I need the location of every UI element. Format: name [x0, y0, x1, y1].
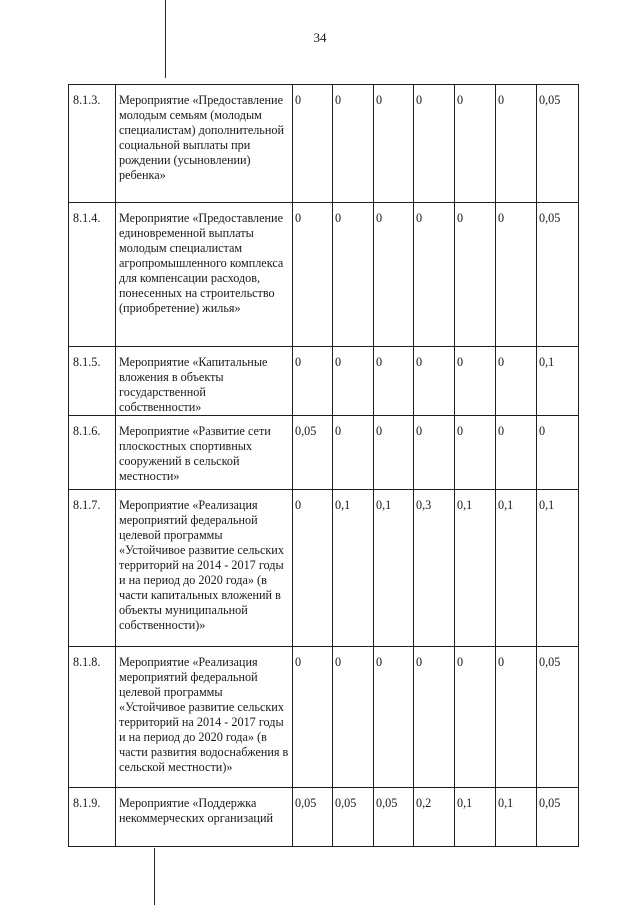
page-number: 34: [313, 30, 327, 45]
value-cell: 0,3: [414, 490, 455, 647]
table-row: [69, 347, 579, 416]
value-cell: 0: [333, 347, 374, 416]
value-cell: 0: [414, 203, 455, 347]
table-row: [69, 85, 579, 203]
value-cell: 0,05: [374, 788, 414, 847]
value-cell: 0: [496, 203, 537, 347]
row-code: 8.1.9.: [69, 788, 116, 847]
value-cell: 0,1: [374, 490, 414, 647]
row-description: Мероприятие «Предоставление единовременной выплаты молодым специалистам агропромышленного комплекса для компенсации расходов, понесенных на строительство (приобретение) жилья»: [116, 203, 293, 347]
value-cell: 0: [455, 416, 496, 490]
table-row: [69, 416, 579, 490]
value-cell: 0: [293, 203, 333, 347]
row-code: 8.1.3.: [69, 85, 116, 203]
value-cell: 0,1: [496, 788, 537, 847]
value-cell: 0: [374, 347, 414, 416]
scan-artifact-line-bottom: [154, 848, 155, 905]
value-cell: 0: [455, 85, 496, 203]
value-cell: 0: [374, 85, 414, 203]
value-cell: 0,2: [414, 788, 455, 847]
value-cell: 0: [455, 347, 496, 416]
value-cell: 0: [333, 647, 374, 788]
value-cell: 0: [293, 647, 333, 788]
value-cell: 0: [537, 416, 579, 490]
value-cell: 0: [496, 85, 537, 203]
value-cell: 0: [455, 647, 496, 788]
value-cell: 0,1: [455, 788, 496, 847]
value-cell: 0,05: [537, 788, 579, 847]
row-code: 8.1.8.: [69, 647, 116, 788]
row-description: Мероприятие «Поддержка некоммерческих организаций: [116, 788, 293, 847]
table-row: [69, 203, 579, 347]
table-row: [69, 788, 579, 847]
row-description: Мероприятие «Предоставление молодым семьям (молодым специалистам) дополнительной социальной выплаты при рождении (усыновлении) ребенка»: [116, 85, 293, 203]
value-cell: 0: [496, 347, 537, 416]
value-cell: 0: [293, 347, 333, 416]
value-cell: 0: [496, 416, 537, 490]
row-description: Мероприятие «Реализация мероприятий федеральной целевой программы «Устойчивое развитие сельских территорий на 2014 - 2017 годы и на период до 2020 года» (в части развития водоснабжения в сельской местности)»: [116, 647, 293, 788]
measures-table: [68, 84, 579, 847]
value-cell: 0,1: [537, 490, 579, 647]
value-cell: 0: [374, 416, 414, 490]
row-description: Мероприятие «Развитие сети плоскостных спортивных сооружений в сельской местности»: [116, 416, 293, 490]
value-cell: 0,05: [293, 788, 333, 847]
value-cell: 0,05: [293, 416, 333, 490]
table-row: [69, 647, 579, 788]
value-cell: 0,05: [537, 85, 579, 203]
value-cell: 0: [455, 203, 496, 347]
row-description: Мероприятие «Реализация мероприятий федеральной целевой программы «Устойчивое развитие сельских территорий на 2014 - 2017 годы и на период до 2020 года» (в части капитальных вложений в объекты муниципальной собственности)»: [116, 490, 293, 647]
value-cell: 0,05: [537, 647, 579, 788]
row-code: 8.1.4.: [69, 203, 116, 347]
value-cell: 0: [414, 85, 455, 203]
row-code: 8.1.6.: [69, 416, 116, 490]
value-cell: 0,05: [333, 788, 374, 847]
value-cell: 0: [496, 647, 537, 788]
value-cell: 0,05: [537, 203, 579, 347]
table-body: [69, 85, 579, 847]
value-cell: 0,1: [537, 347, 579, 416]
value-cell: 0,1: [496, 490, 537, 647]
table-row: [69, 490, 579, 647]
row-code: 8.1.7.: [69, 490, 116, 647]
row-description: Мероприятие «Капитальные вложения в объекты государственной собственности»: [116, 347, 293, 416]
value-cell: 0: [333, 416, 374, 490]
value-cell: 0: [293, 85, 333, 203]
value-cell: 0: [414, 647, 455, 788]
value-cell: 0: [414, 347, 455, 416]
value-cell: 0: [414, 416, 455, 490]
value-cell: 0: [374, 647, 414, 788]
value-cell: 0: [293, 490, 333, 647]
value-cell: 0: [374, 203, 414, 347]
value-cell: 0: [333, 85, 374, 203]
value-cell: 0,1: [455, 490, 496, 647]
value-cell: 0,1: [333, 490, 374, 647]
value-cell: 0: [333, 203, 374, 347]
row-code: 8.1.5.: [69, 347, 116, 416]
